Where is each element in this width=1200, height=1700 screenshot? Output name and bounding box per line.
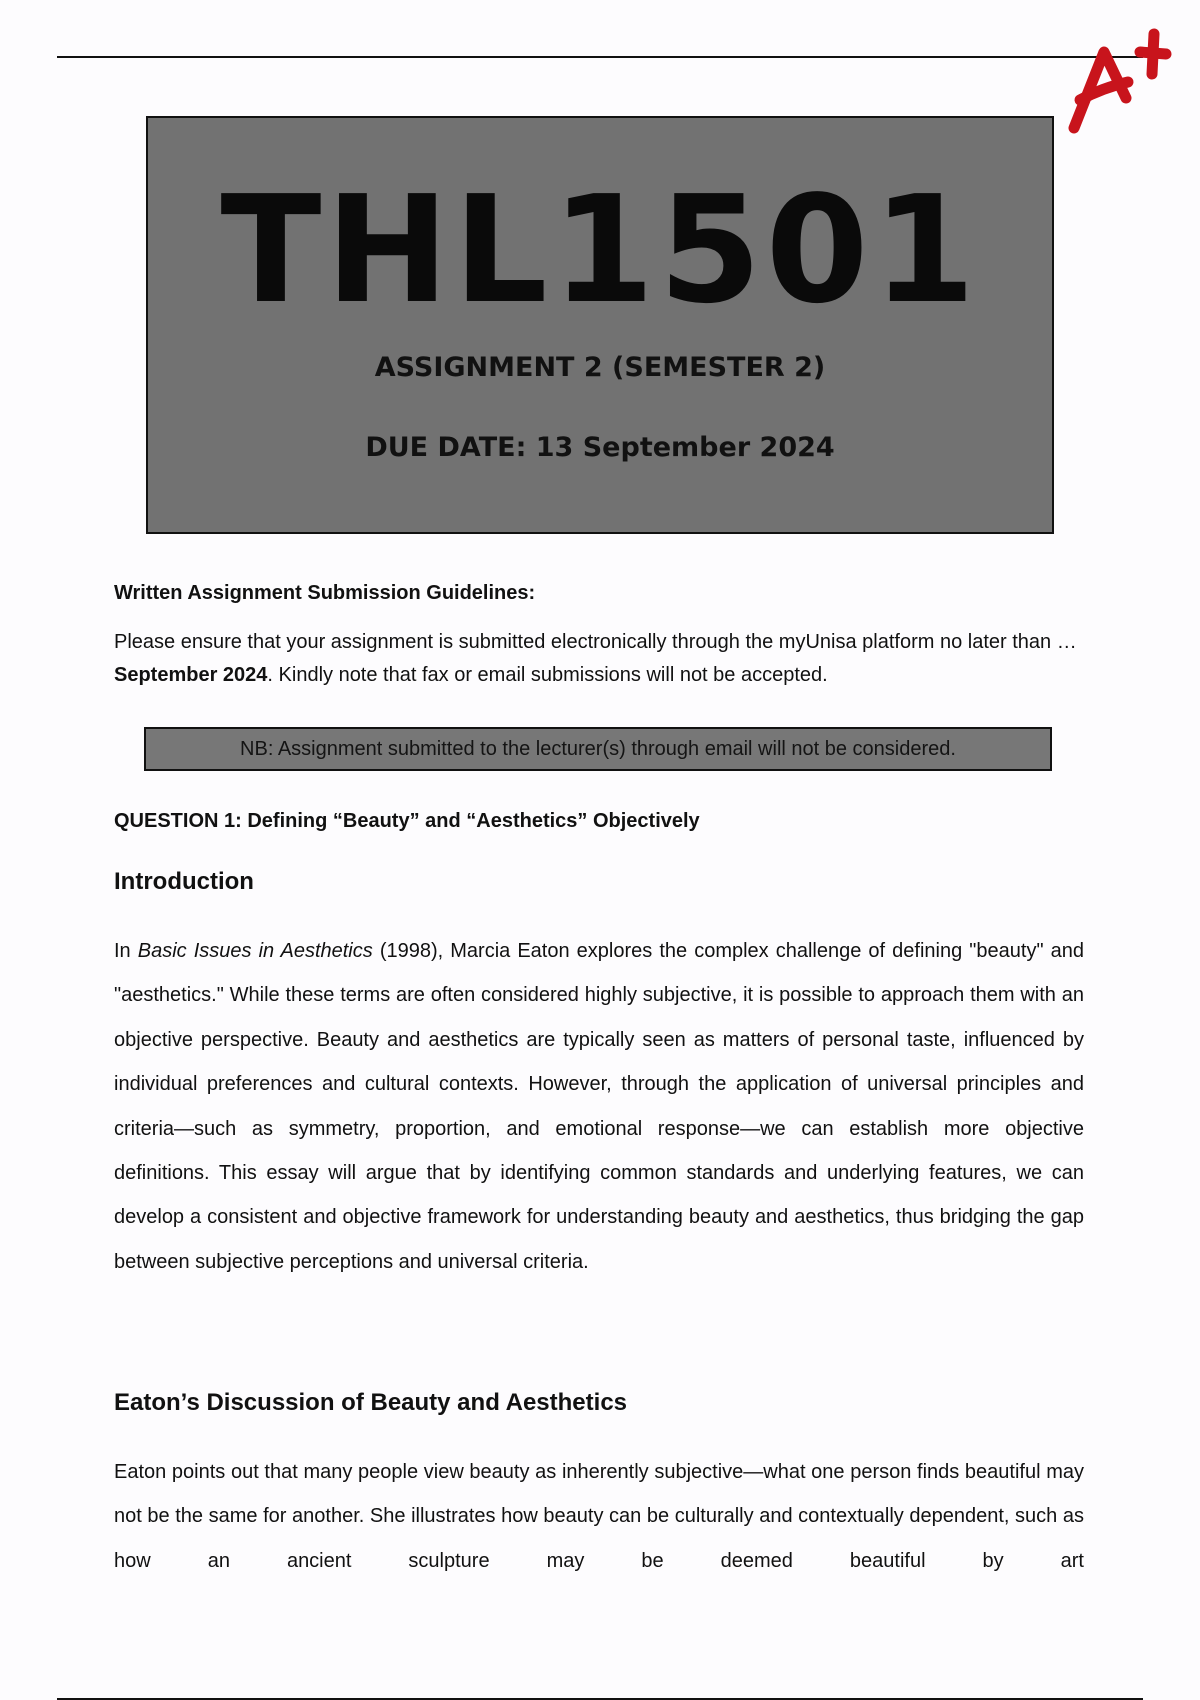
intro-text-start: In bbox=[114, 940, 138, 962]
notice-box bbox=[144, 727, 1052, 771]
eaton-discussion-paragraph: Eaton points out that many people view beauty as inherently subjective—what one person finds beautiful may not be the same for another. She illustrates how beauty can be culturally and contextually dependent, such as how an ancient sculpture may be deemed beautiful by art bbox=[114, 1461, 1084, 1572]
due-date: DUE DATE: 13 September 2024 bbox=[365, 432, 835, 463]
guidelines-text-start: Please ensure that your assignment is submitted electronically through the myUnisa platform no later than … bbox=[114, 631, 1077, 653]
guidelines-text-end: . Kindly note that fax or email submissions will not be accepted. bbox=[267, 664, 828, 686]
cover-box bbox=[146, 116, 1054, 534]
book-title: Basic Issues in Aesthetics bbox=[137, 940, 373, 962]
notice-text: NB: Assignment submitted to the lecturer(s) through email will not be considered. bbox=[240, 738, 956, 760]
introduction-heading: Introduction bbox=[114, 868, 254, 895]
eaton-discussion-heading: Eaton’s Discussion of Beauty and Aesthetics bbox=[114, 1389, 628, 1416]
grade-stamp bbox=[1062, 22, 1187, 137]
grade-mark-a-plus bbox=[1074, 34, 1166, 128]
intro-text-rest: (1998), Marcia Eaton explores the complex challenge of defining "beauty" and "aesthetics." While these terms are often considered highly subjective, it is possible to approach them with an objective perspective. Beauty and aesthetics are typically seen as matters of personal taste, influenced by individual preferences and cultural contexts. However, through the application of universal principles and criteria—such as symmetry, proportion, and emotional response—we can establish more objective definitions. This essay will argue that by identifying common standards and underlying features, we can develop a consistent and objective framework for understanding beauty and aesthetics, thus bridging the gap between subjective perceptions and universal criteria. bbox=[114, 940, 1084, 1273]
course-code: THL1501 bbox=[220, 164, 980, 336]
assignment-title: ASSIGNMENT 2 (SEMESTER 2) bbox=[374, 352, 826, 383]
guidelines-text bbox=[114, 626, 1084, 692]
introduction-paragraph bbox=[114, 929, 1084, 1284]
header-rule bbox=[57, 56, 1143, 58]
question-heading: QUESTION 1: Defining “Beauty” and “Aesthetics” Objectively bbox=[114, 810, 700, 832]
guidelines-heading: Written Assignment Submission Guidelines: bbox=[114, 582, 536, 604]
guidelines-deadline: September 2024 bbox=[114, 664, 268, 686]
